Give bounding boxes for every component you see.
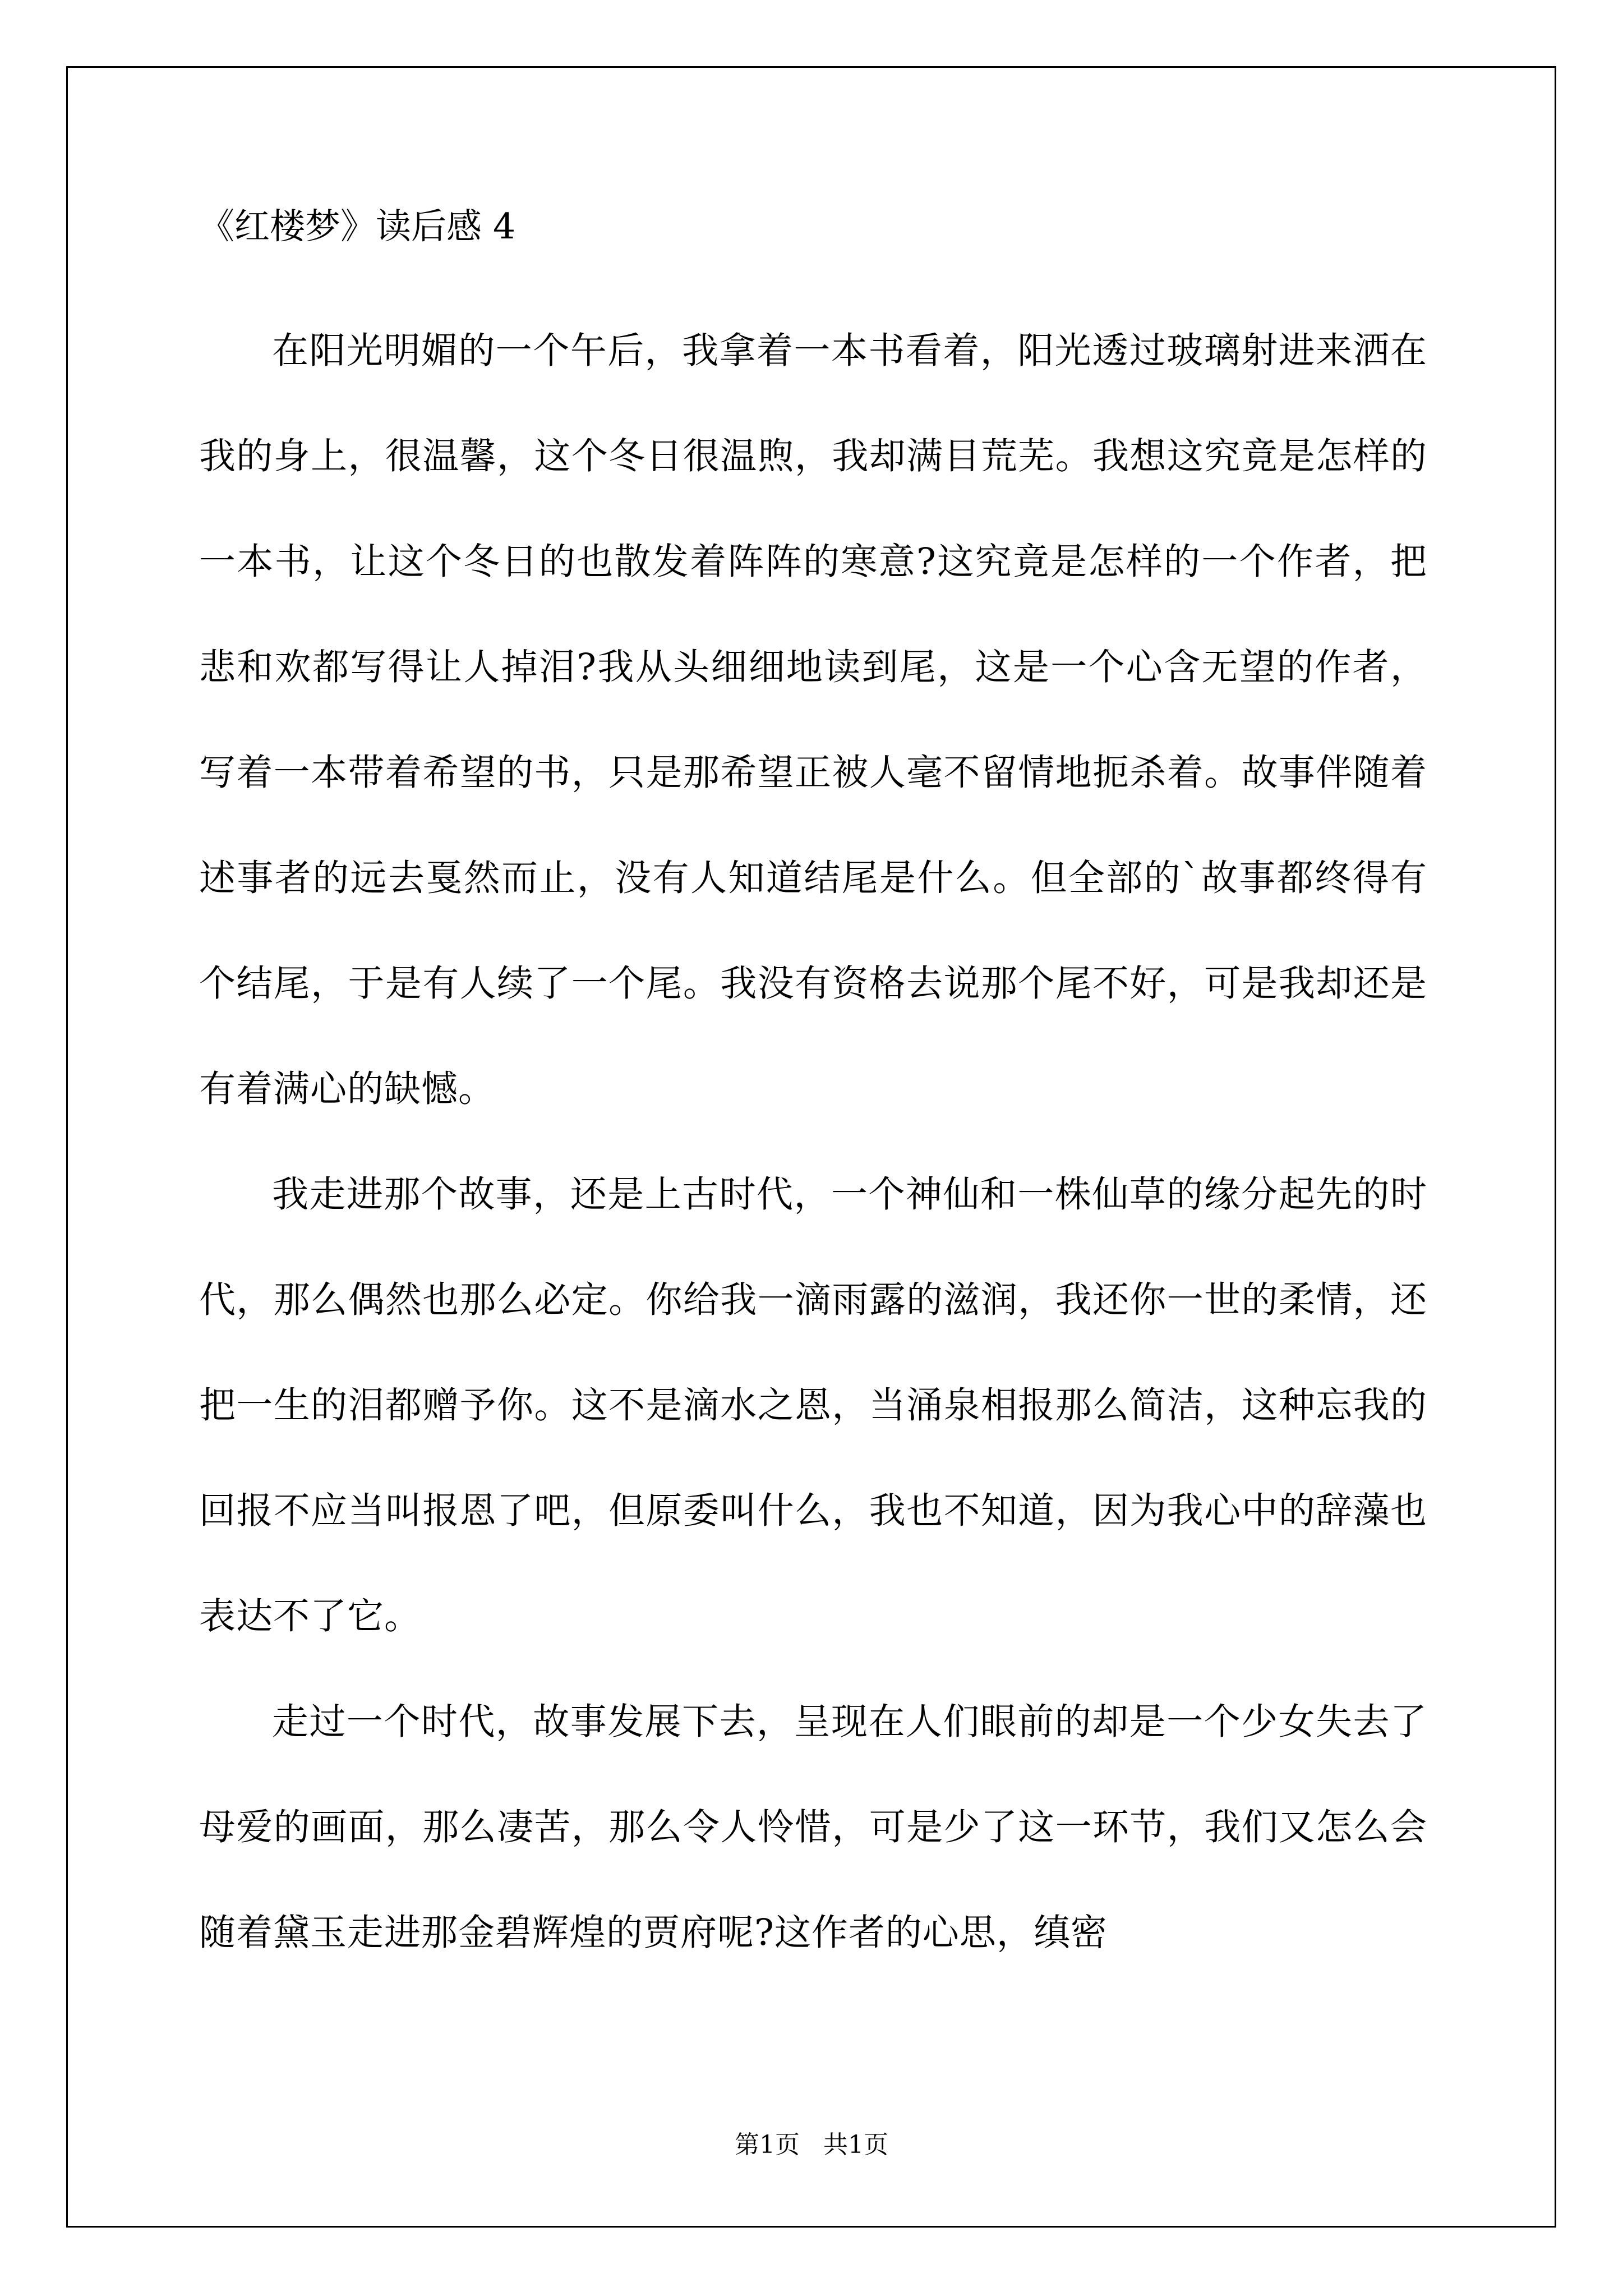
document-body bbox=[199, 202, 1427, 1986]
page-footer: 第1页 共1页 bbox=[735, 2131, 888, 2159]
paragraph-2: 我走进那个故事，还是上古时代，一个神仙和一株仙草的缘分起先的时代，那么偶然也那么必定。你给我一滴雨露的滋润，我还你一世的柔情，还把一生的泪都赠予你。这不是滴水之恩，当涌泉相报那么简洁，这种忘我的回报不应当叫报恩了吧，但原委叫什么，我也不知道，因为我心中的辞藻也表达不了它。 bbox=[199, 1174, 1427, 1638]
document-title: 《红楼梦》读后感 4 bbox=[199, 206, 516, 247]
paragraph-1: 在阳光明媚的一个午后，我拿着一本书看着，阳光透过玻璃射进来洒在我的身上，很温馨，这个冬日很温煦，我却满目荒芜。我想这究竟是怎样的一本书，让这个冬日的也散发着阵阵的寒意?这究竟是怎样的一个作者，把悲和欢都写得让人掉泪?我从头细细地读到尾，这是一个心含无望的作者，写着一本带着希望的书，只是那希望正被人毫不留情地扼杀着。故事伴随着述事者的远去戛然而止，没有人知道结尾是什么。但全部的`故事都终得有个结尾，于是有人续了一个尾。我没有资格去说那个尾不好，可是我却还是有着满心的缺憾。 bbox=[199, 330, 1427, 1111]
paragraph-3: 走过一个时代，故事发展下去，呈现在人们眼前的却是一个少女失去了母爱的画面，那么凄苦，那么令人怜惜，可是少了这一环节，我们又怎么会随着黛玉走进那金碧辉煌的贾府呢?这作者的心思，缜密 bbox=[199, 1701, 1427, 1954]
